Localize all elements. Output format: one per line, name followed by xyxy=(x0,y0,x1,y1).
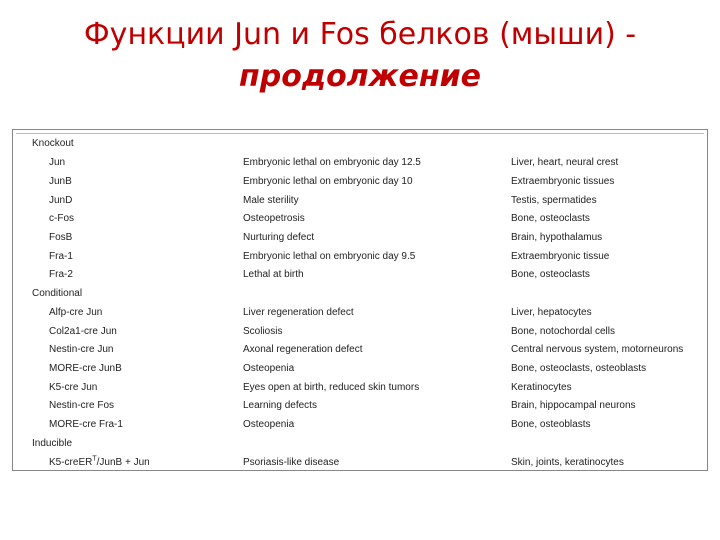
cell-phenotype: Embryonic lethal on embryonic day 10 xyxy=(243,176,413,187)
cell-phenotype: Embryonic lethal on embryonic day 12.5 xyxy=(243,157,421,168)
cell-mutant: Fra-2 xyxy=(49,269,73,280)
slide-title-line2: продолжение xyxy=(239,59,481,94)
section-label: Inducible xyxy=(32,438,73,449)
cell-phenotype: Psoriasis-like disease xyxy=(243,457,340,468)
cell-tissue: Bone, osteoblasts xyxy=(511,419,591,430)
cell-tissue: Keratinocytes xyxy=(511,382,572,393)
cell-mutant-base: K5-creER xyxy=(49,457,93,468)
cell-tissue: Central nervous system, motorneurons xyxy=(511,344,684,355)
cell-mutant: c-Fos xyxy=(49,213,74,224)
cell-mutant: Col2a1-cre Jun xyxy=(49,326,117,337)
cell-phenotype: Osteopenia xyxy=(243,363,295,374)
cell-phenotype: Scoliosis xyxy=(243,326,283,337)
cell-phenotype: Osteopenia xyxy=(243,419,295,430)
table-row xyxy=(13,397,707,415)
cell-tissue: Testis, spermatides xyxy=(511,195,597,206)
cell-phenotype: Embryonic lethal on embryonic day 9.5 xyxy=(243,251,416,262)
cell-mutant: Nestin-cre Jun xyxy=(49,344,114,355)
table-row xyxy=(13,192,707,210)
section-header-conditional xyxy=(13,285,707,303)
table-row xyxy=(13,229,707,247)
cell-mutant: Fra-1 xyxy=(49,251,73,262)
section-header-knockout xyxy=(13,135,707,153)
cell-tissue: Liver, hepatocytes xyxy=(511,307,592,318)
table-row xyxy=(13,210,707,228)
table-row xyxy=(13,154,707,172)
table-row xyxy=(13,173,707,191)
cell-tissue: Bone, osteoclasts, osteoblasts xyxy=(511,363,647,374)
cell-mutant: Jun xyxy=(49,157,66,168)
cell-tissue: Brain, hippocampal neurons xyxy=(511,400,636,411)
table-row xyxy=(13,266,707,284)
cell-phenotype: Male sterility xyxy=(243,195,299,206)
cell-tissue: Bone, notochordal cells xyxy=(511,326,615,337)
slide-title-line1: Функции Jun и Fos белков (мыши) - xyxy=(83,17,637,52)
cell-mutant: JunB xyxy=(49,176,72,187)
table-row xyxy=(13,304,707,322)
phenotype-table xyxy=(12,129,708,471)
table-row xyxy=(13,379,707,397)
cell-mutant: MORE-cre JunB xyxy=(49,363,122,374)
cell-phenotype: Lethal at birth xyxy=(243,269,304,280)
cell-phenotype: Osteopetrosis xyxy=(243,213,305,224)
cell-mutant: Alfp-cre Jun xyxy=(49,307,103,318)
cell-tissue: Extraembryonic tissue xyxy=(511,251,610,262)
cell-tissue: Liver, heart, neural crest xyxy=(511,157,619,168)
cell-tissue: Bone, osteoclasts xyxy=(511,269,590,280)
cell-mutant: MORE-cre Fra-1 xyxy=(49,419,123,430)
cell-tissue: Brain, hypothalamus xyxy=(511,232,603,243)
cell-mutant-sup: T xyxy=(92,455,97,463)
cell-phenotype: Liver regeneration defect xyxy=(243,307,354,318)
section-header-inducible xyxy=(13,435,707,453)
cell-mutant: FosB xyxy=(49,232,73,243)
table-row xyxy=(13,416,707,434)
section-label: Conditional xyxy=(32,288,83,299)
cell-mutant xyxy=(49,454,150,472)
section-label: Knockout xyxy=(32,138,74,149)
table-row xyxy=(13,341,707,359)
cell-tissue: Bone, osteoclasts xyxy=(511,213,590,224)
cell-mutant-suffix: /JunB + Jun xyxy=(96,457,150,468)
cell-mutant: K5-cre Jun xyxy=(49,382,98,393)
slide-title xyxy=(0,14,720,98)
cell-phenotype: Nurturing defect xyxy=(243,232,315,243)
table-row xyxy=(13,454,707,472)
table-row xyxy=(13,360,707,378)
cell-phenotype: Axonal regeneration defect xyxy=(243,344,363,355)
cell-phenotype: Eyes open at birth, reduced skin tumors xyxy=(243,382,420,393)
cell-tissue: Skin, joints, keratinocytes xyxy=(511,457,624,468)
cell-mutant: Nestin-cre Fos xyxy=(49,400,115,411)
cell-tissue: Extraembryonic tissues xyxy=(511,176,615,187)
table-row xyxy=(13,248,707,266)
cell-mutant: JunD xyxy=(49,195,73,206)
table-top-rule xyxy=(16,133,704,134)
cell-phenotype: Learning defects xyxy=(243,400,317,411)
table-row xyxy=(13,323,707,341)
